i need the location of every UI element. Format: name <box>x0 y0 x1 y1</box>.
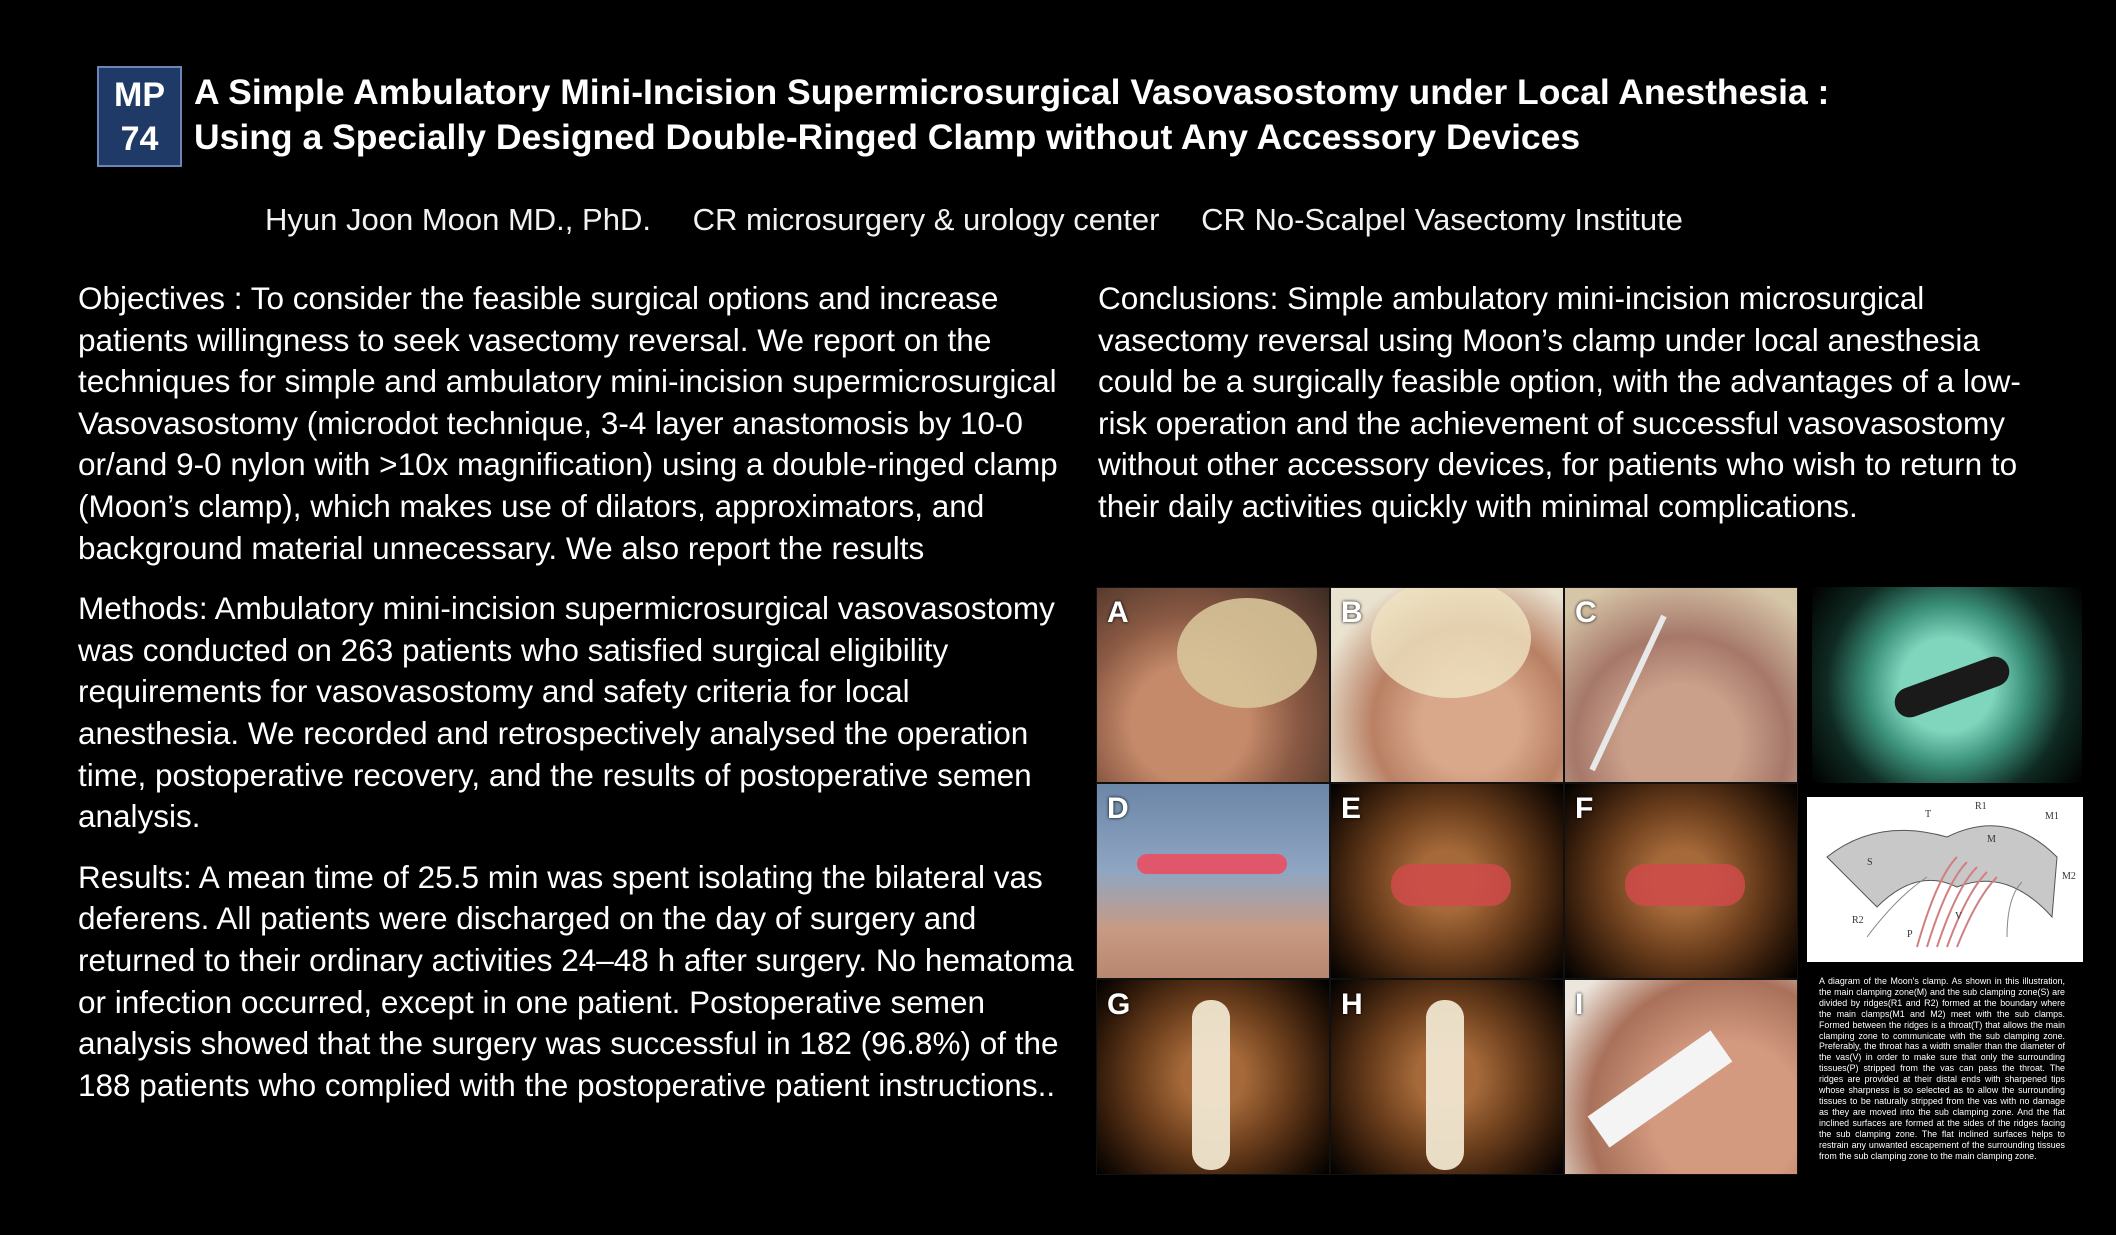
figure-panel-c <box>1564 587 1798 783</box>
panel-label: I <box>1575 988 1584 1021</box>
panel-label: F <box>1575 792 1594 825</box>
panel-label: H <box>1341 988 1363 1021</box>
panel-label: G <box>1107 988 1131 1021</box>
diagram-label-r2: R2 <box>1852 915 1864 926</box>
title-line-1: A Simple Ambulatory Mini-Incision Supermicrosurgical Vasovasostomy under Local Anesthesia : <box>194 72 1830 112</box>
figure-panel-i <box>1564 979 1798 1175</box>
badge-line-1: MP <box>114 75 165 114</box>
right-column <box>1098 278 2028 528</box>
author-affiliations <box>265 202 1716 238</box>
figure-panel-b <box>1330 587 1564 783</box>
affiliation-2: CR No-Scalpel Vasectomy Institute <box>1201 202 1683 237</box>
figure-panel-d <box>1096 783 1330 979</box>
figure-panel-g <box>1096 979 1330 1175</box>
objectives-section: Objectives : To consider the feasible surgical options and increase patients willingness to seek vasectomy reversal. We report on the techniques for simple and ambulatory mini-incision supermicrosurgical Vasovasostomy (microdot technique, 3-4 layer anastomosis by 10-0 or/and 9-0 nylon with >10x magnification) using a double-ringed clamp (Moon’s clamp), which makes use of dilators, approximators, and background material unnecessary. We also report the results <box>78 280 1058 566</box>
conclusions-section: Conclusions: Simple ambulatory mini-incision microsurgical vasectomy reversal using Moon’s clamp under local anesthesia could be a surgically feasible option, with the advantages of a low-risk operation and the achievement of successful vasovasostomy without other accessory devices, for patients who wish to return to their daily activities quickly with minimal complications. <box>1098 280 2021 524</box>
figure-panel-f <box>1564 783 1798 979</box>
diagram-label-m: M <box>1987 834 1996 845</box>
diagram-label-m2: M2 <box>2062 871 2076 882</box>
poster-title <box>194 70 2074 160</box>
moons-clamp-photo <box>1812 587 2082 783</box>
affiliation-1: CR microsurgery & urology center <box>692 202 1160 237</box>
results-section: Results: A mean time of 25.5 min was spent isolating the bilateral vas deferens. All patients were discharged on the day of surgery and returned to their ordinary activities 24–48 h after surgery. No hematoma or infection occurred, except in one patient. Postoperative semen analysis showed that the surgery was successful in 182 (96.8%) of the 188 patients who complied with the postoperative patient instructions.. <box>78 858 1074 1103</box>
title-line-2: Using a Specially Designed Double-Ringed Clamp without Any Accessory Devices <box>194 117 1581 157</box>
panel-label: E <box>1341 792 1362 825</box>
figure-panel-e <box>1330 783 1564 979</box>
diagram-caption: A diagram of the Moon's clamp. As shown in this illustration, the main clamping zone(M) and the sub clamping zone(S) are divided by ridges(R1 and R2) formed at the boundary where the main clamps(M1 and M2) meet with the sub clamps. Formed between the ridges is a throat(T) that allows the main clamping zone to communicate with the sub clamping zone. Preferably, the throat has a width smaller than the diameter of the vas(V) in order to make sure that only the surrounding tissues(P) stripped from the vas can pass the throat. The ridges are provided at their distal ends with sharpened tips whose sharpness is so selected as to allow the surrounding tissues to be naturally stripped from the vas with no damage as they are moved into the sub clamping zone. And the flat inclined surfaces are formed at the sides of the ridges facing the sub clamping zone. The flat inclined surfaces helps to restrain any unwanted escapement of the surrounding tissues from the sub clamping zone to the main clamping zone. <box>1819 976 2065 1161</box>
diagram-label-v: V <box>1955 911 1963 922</box>
author-name: Hyun Joon Moon MD., PhD. <box>265 202 651 237</box>
panel-label: C <box>1575 596 1597 629</box>
badge-line-2: 74 <box>120 119 159 158</box>
left-column <box>78 278 1078 1125</box>
panel-label: A <box>1107 596 1129 629</box>
panel-label: B <box>1341 596 1363 629</box>
methods-section: Methods: Ambulatory mini-incision supermicrosurgical vasovasostomy was conducted on 263 patients who satisfied surgical eligibility requirements for vasovasostomy and safety criteria for local anesthesia. We recorded and retrospectively analysed the operation time, postoperative recovery, and the results of postoperative semen analysis. <box>78 590 1055 835</box>
figure-panel-a <box>1096 587 1330 783</box>
surgical-photo-grid <box>1096 587 1800 1175</box>
figure-panel-h <box>1330 979 1564 1175</box>
diagram-label-p: P <box>1907 929 1913 940</box>
diagram-label-s: S <box>1867 857 1873 868</box>
clamp-diagram <box>1807 797 2083 962</box>
diagram-label-m1: M1 <box>2045 811 2059 822</box>
diagram-label-r1: R1 <box>1975 801 1987 812</box>
diagram-label-t: T <box>1925 809 1932 820</box>
panel-label: D <box>1107 792 1129 825</box>
poster-number-badge <box>97 66 182 167</box>
